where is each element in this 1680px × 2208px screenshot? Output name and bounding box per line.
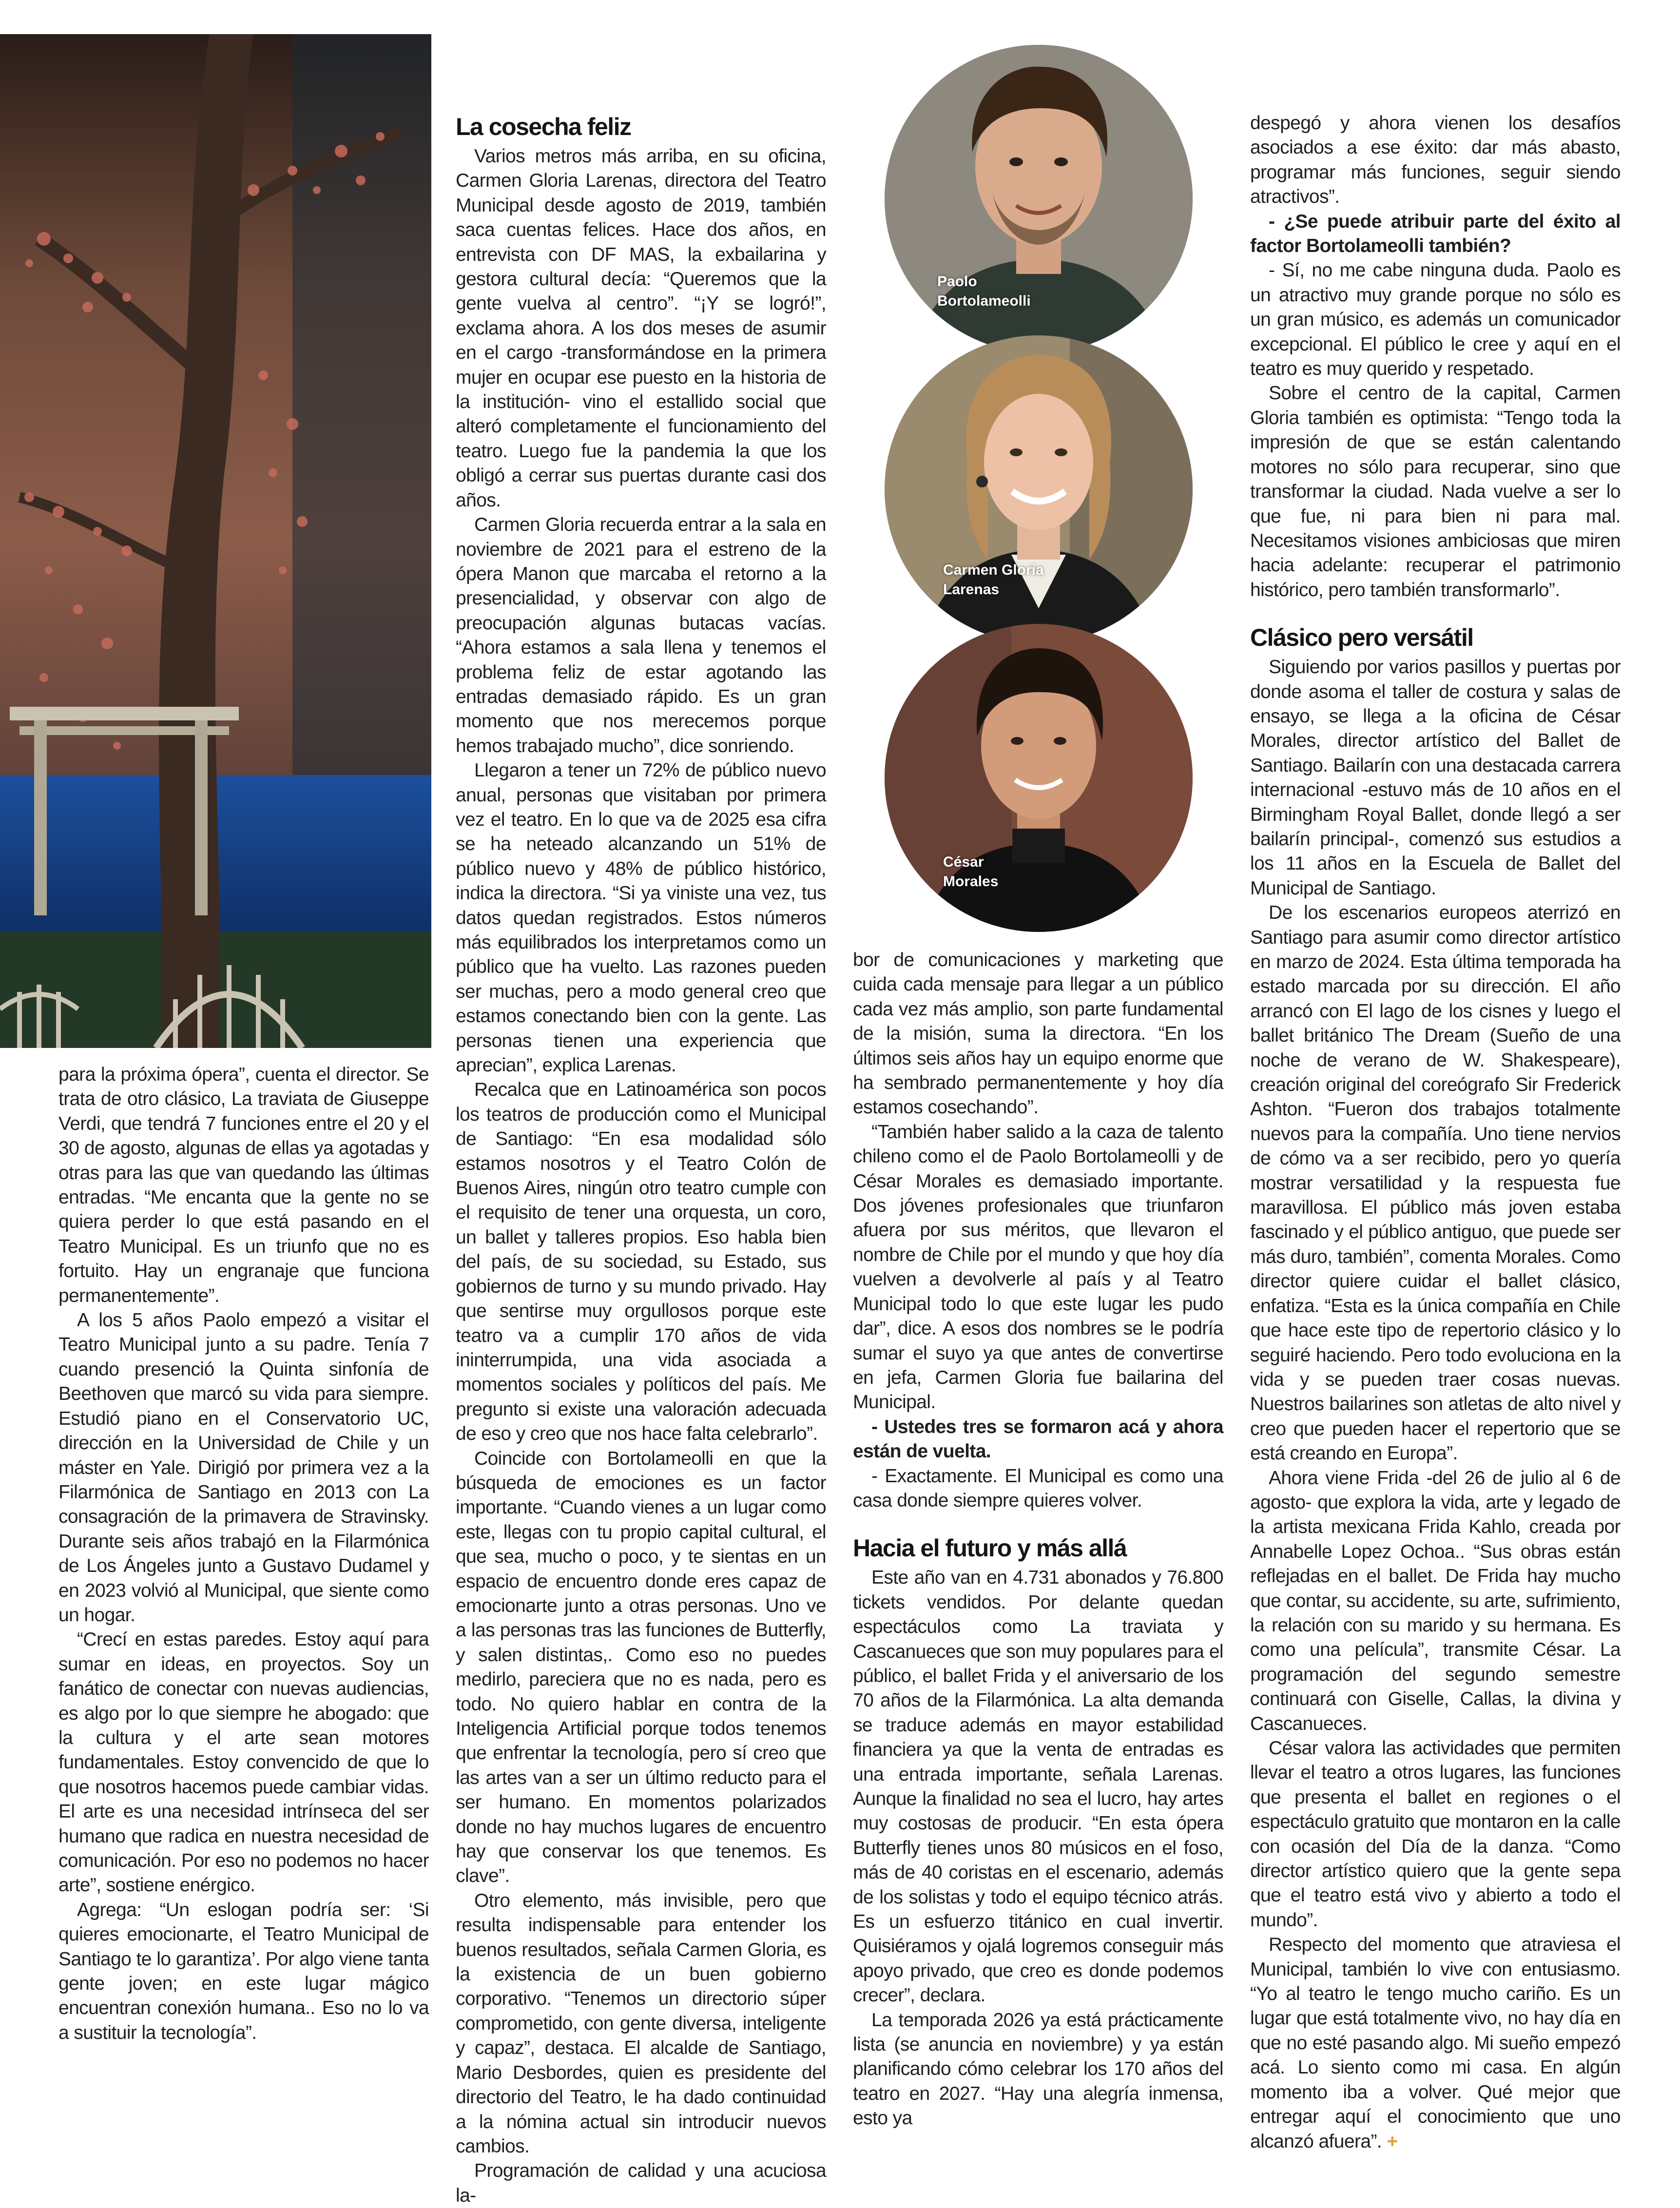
paragraph: despegó y ahora vienen los desafíos asociados a ese éxito: dar más abasto, programar más funciones, seguir siendo atractivos”. [1250,113,1621,208]
paragraph: Programación de calidad y una acuciosa la- [456,2160,826,2206]
section-heading-cosecha-feliz: La cosecha feliz [456,113,631,140]
paragraph: Coincide con Bortolameolli en que la búsqueda de emociones es un factor importante. “Cuando vienes a un lugar como este, llegas con tu propio capital cultural, el que sea, mucho o poco, y te sientas en un espacio de encuentro donde eres capaz de emocionarte junto a otras personas. Uno ve a las personas tras las funciones de Butterfly, y salen distintas,. Como eso no puedes medirlo, pareciera que no es nada, pero es todo. No quiero hablar en contra de la Inteligencia Artificial porque todos tenemos que enfrentar la tecnología, pero sí creo que las artes van a ser un último reducto para el ser humano. En momentos polarizados donde no hay muchos lugares de encuentro hay que conservar los que tenemos. Es clave”. [456,1448,826,1887]
caption-paolo [937,272,1031,311]
paragraph: Llegaron a tener un 72% de público nuevo anual, personas que visitaban por primera vez el teatro. En lo que va de 2025 esa cifra se ha neteado alcanzando un 51% de público nuevo y 48% de público histórico, indica la directora. “Si ya viniste una vez, tus datos quedan registrados. Estos números más equilibrados los interpretamos como un público que ha vuelto. Las razones pueden ser muchas, pero a modo general creo que estamos conectando bien con la gente. Las personas tienen una experiencia que aprecian”, explica Larenas. [456,760,826,1076]
portrait-paolo-bortolameolli [885,45,1193,353]
paragraph: De los escenarios europeos aterrizó en Santiago para asumir como director artístico en marzo de 2024. Esta última temporada ha estado marcada por su dirección. El año arrancó con El lago de los cisnes y luego el ballet británico The Dream (Sueño de una noche de verano de W. Shakespeare), creación original del coreógrafo Sir Frederick Ashton. “Fueron dos trabajos totalmente nuevos para la compañía. Uno tiene nervios de cómo va a ser recibido, pero yo quería mostrar versatilidad y la respuesta fue maravillosa. El público más joven estaba fascinado y el público antiguo, que puede ser más duro, también”, comenta Morales. Como director quiere cuidar el ballet clásico, enfatiza. “Esta es la única compañía en Chile que hace este tipo de repertorio clásico y lo seguiré haciendo. Pero todo evoluciona en la vida y se pueden traer cosas nuevas. Nuestros bailarines son atletas de alto nivel y creo que pueden hacer el repertorio que se está creando en Europa”. [1250,902,1621,1464]
paragraph: Ahora viene Frida -del 26 de julio al 6 de agosto- que explora la vida, arte y legado de la artista mexicana Frida Kahlo, creada por Annabelle Lopez Ochoa.. “Sus obras están reflejadas en el ballet. De Frida hay mucho que contar, su accidente, su arte, sufrimiento, la relación con su marido y su hermana. Es como una película”, transmite César. La programación del segundo semestre continuará con Giselle, Callas, la divina y Cascanueces. [1250,1467,1621,1734]
caption-line: Paolo [937,273,977,290]
paragraph: Otro elemento, más invisible, pero que resulta indispensable para entender los buenos resultados, señala Carmen Gloria, es la existencia de un buen gobierno corporativo. “Tenemos un directorio súper comprometido, con gente diversa, inteligente y capaz”, destaca. El alcalde de Santiago, Mario Desbordes, quien es presidente del directorio del Teatro, le ha dado continuidad a la nómina actual sin introducir nuevos cambios. [456,1890,826,2157]
interview-question: - Ustedes tres se formaron acá y ahora están de vuelta. [853,1416,1223,1462]
article-column-2 [456,111,826,2208]
paragraph: Siguiendo por varios pasillos y puertas por donde asoma el taller de costura y salas de ensayo, se llega a la oficina de César Morales, director artístico del Ballet de Santiago. Bailarín con una destacada carrera internacional -estuvo más de 10 años en el Birmingham Royal Ballet, donde llegó a ser bailarín principal-, comenzó sus estudios a los 11 años en la Escuela de Ballet del Municipal de Santiago. [1250,657,1621,899]
portrait-cesar-morales [885,624,1193,932]
paragraph: bor de comunicaciones y marketing que cuida cada mensaje para llegar a un público cada vez más amplio, son parte fundamental de la misión, suma la directora. “En los últimos seis años hay un equipo enorme que ha sembrado permanentemente y hoy día estamos cosechando”. [853,949,1223,1118]
paragraph: Sobre el centro de la capital, Carmen Gloria también es optimista: “Tengo toda la impresión de que se están calentando motores no sólo para recuperar, sino que transformar la ciudad. Nada vuelve a ser lo que fue, ni para bien ni para mal. Necesitamos visiones ambiciosas que miren hacia adelante: recuperar el patrimonio histórico, pero también transformarlo”. [1250,383,1621,600]
paragraph: Carmen Gloria recuerda entrar a la sala en noviembre de 2021 para el estreno de la ópera Manon que marcaba el retorno a la presencialidad, y observar con algo de preocupación algunas butacas vacías. “Ahora estamos a sala llena y tenemos el problema feliz de estar agotando las entradas demasiado rápido. Es un gran momento que nos merecemos porque hemos trabajado mucho”, dice sonriendo. [456,514,826,756]
interview-answer: - Exactamente. El Municipal es como una casa donde siempre quieres volver. [853,1465,1223,1511]
interview-answer: - Sí, no me cabe ninguna duda. Paolo es un atractivo muy grande porque no sólo es un gran músico, es además un comunicador excepcional. El público le cree y aquí en el teatro es muy querido y respetado. [1250,260,1621,380]
paragraph: “Crecí en estas paredes. Estoy aquí para sumar en ideas, en proyectos. Soy un fanático de conectar con nuevas audiencias, es algo por lo que siempre he abogado: que la cultura y el arte sean motores fundamentales. Estoy convencido de que lo que nosotros hacemos puede cambiar vidas. El arte es una necesidad intrínseca del ser humano que radica en nuestra necesidad de comunicación. Por eso no podemos no hacer arte”, sostiene enérgico. [58,1629,429,1896]
paragraph: César valora las actividades que permiten llevar el teatro a otros lugares, las funciones que presenta el ballet en regiones o el espectáculo gratuito que montaron en la calle con ocasión del Día de la danza. “Como director artístico quiero que la gente sepa que el teatro está vivo y abierto a todo el mundo”. [1250,1738,1621,1931]
paragraph: Agrega: “Un eslogan podría ser: ‘Si quieres emocionarte, el Teatro Municipal de Santiago te lo garantiza’. Por algo viene tanta gente joven; en este lugar mágico encuentran conexión humana.. Eso no lo va a sustituir la tecnología”. [58,1899,429,2043]
interview-question: - ¿Se puede atribuir parte del éxito al factor Bortolameolli también? [1250,211,1621,257]
paragraph [1250,1933,1621,2154]
caption-line: Carmen Gloria [943,562,1044,578]
caption-carmen [943,561,1044,600]
caption-line: Bortolameolli [937,293,1031,309]
paragraph: Este año van en 4.731 abonados y 76.800 tickets vendidos. Por delante quedan espectáculos como La traviata y Cascanueces que son muy populares para el público, el ballet Frida y el aniversario de los 70 años de la Filarmónica. La alta demanda se traduce además en mayor estabilidad financiera ya que la venta de entradas es una entrada importante, señala Larenas. Aunque la finalidad no sea el lucro, hay artes muy costosas de producir. “En esta ópera Butterfly tienes unos 80 músicos en el foso, más de 40 coristas en el escenario, además de los solistas y todo el equipo técnico atrás. Es un esfuerzo titánico en cual invertir. Quisiéramos y ojalá logremos conseguir más apoyo privado, que creo es donde podemos crecer”, declara. [853,1567,1223,2006]
article-column-3 [853,948,1223,2131]
end-of-article-mark: + [1387,2131,1398,2152]
paragraph: “También haber salido a la caza de talento chileno como el de Paolo Bortolameolli y de César Morales es demasiado importante. Dos jóvenes profesionales que triunfaron afuera por sus méritos, que llevaron el nombre de Chile por el mundo y que hoy día vuelven a devolverle al país y al Teatro Municipal todo lo que este lugar les pudo dar”, dice. A esos dos nombres se le podría sumar el suyo ya que antes de convertirse en jefa, Carmen Gloria fue bailarina del Municipal. [853,1121,1223,1413]
paragraph-text: Respecto del momento que atraviesa el Municipal, también lo vive con entusiasmo. “Yo al teatro le tengo mucho cariño. Es un lugar que está totalmente vivo, no hay día en que no esté pasando algo. Mi sueño empezó acá. Lo siento como mi casa. En algún momento iba a volver. Qué mejor que entregar aquí el conocimiento que uno alcanzó afuera”. [1250,1934,1621,2152]
paragraph: para la próxima ópera”, cuenta el director. Se trata de otro clásico, La traviata de Giuseppe Verdi, que tendrá 7 funciones entre el 20 y el 30 de agosto, algunas de ellas ya agotadas y otras para las que van quedando las últimas entradas. “Me encanta que la gente no se quiera perder lo que está pasando en el Teatro Municipal. Es un triunfo que no es fortuito. Hay un engranaje que funciona permanentemente”. [58,1064,429,1306]
paragraph: Varios metros más arriba, en su oficina, Carmen Gloria Larenas, directora del Teatro Municipal desde agosto de 2019, también saca cuentas felices. Hace dos años, en entrevista con DF MAS, la exbailarina y gestora cultural decía: “Queremos que la gente vuelva al centro”. “¡Y se logró!”, exclama ahora. A los dos meses de asumir en el cargo -transformándose en la primera mujer en ocupar ese puesto en la historia de la institución- vino el estallido social que alteró completamente el funcionamiento del teatro. Luego fue la pandemia la que los obligó a cerrar sus puertas durante casi dos años. [456,146,826,511]
paragraph: La temporada 2026 ya está prácticamente lista (se anuncia en noviembre) y ya están planificando cómo celebrar los 170 años del teatro en 2027. “Hay una alegría inmensa, esto ya [853,2009,1223,2129]
stage-photo [0,34,431,1048]
caption-line: Larenas [943,581,1000,598]
paragraph: Recalca que en Latinoamérica son pocos los teatros de producción como el Municipal de Santiago: “En esa modalidad sólo estamos nosotros y el Teatro Colón de Buenos Aires, ningún otro teatro cumple con el requisito de tener una orquesta, un coro, un ballet y talleres propios. Eso habla bien del país, de su sociedad, su Estado, sus gobiernos de turno y su mundo privado. Hay que sentirse muy orgullosos porque este teatro va a cumplir 170 años de vida ininterrumpida, una vida asociada a momentos sociales y políticos del país. Me pregunto si existe una valoración adecuada de eso y creo que nos hace falta celebrarlo”. [456,1079,826,1445]
article-column-1 [58,1063,429,2045]
article-column-4 [1250,111,1621,2154]
paragraph: A los 5 años Paolo empezó a visitar el Teatro Municipal junto a su padre. Tenía 7 cuando presenció la Quinta sinfonía de Beethoven que marcó su vida para siempre. Estudió piano en el Conservatorio UC, dirección en la Universidad de Chile y un máster en Yale. Dirigió por primera vez a la Filarmónica de Santiago en 2013 con La consagración de la primavera de Stravinsky. Durante seis años trabajó en la Filarmónica de Los Ángeles junto a Gustavo Dudamel y en 2023 volvió al Municipal, que siente como un hogar. [58,1310,429,1626]
caption-line: Morales [943,873,999,890]
caption-line: César [943,854,984,870]
caption-cesar [943,852,998,891]
section-heading-clasico-pero-versatil: Clásico pero versátil [1250,624,1473,652]
section-heading-hacia-el-futuro: Hacia el futuro y más allá [853,1534,1127,1562]
